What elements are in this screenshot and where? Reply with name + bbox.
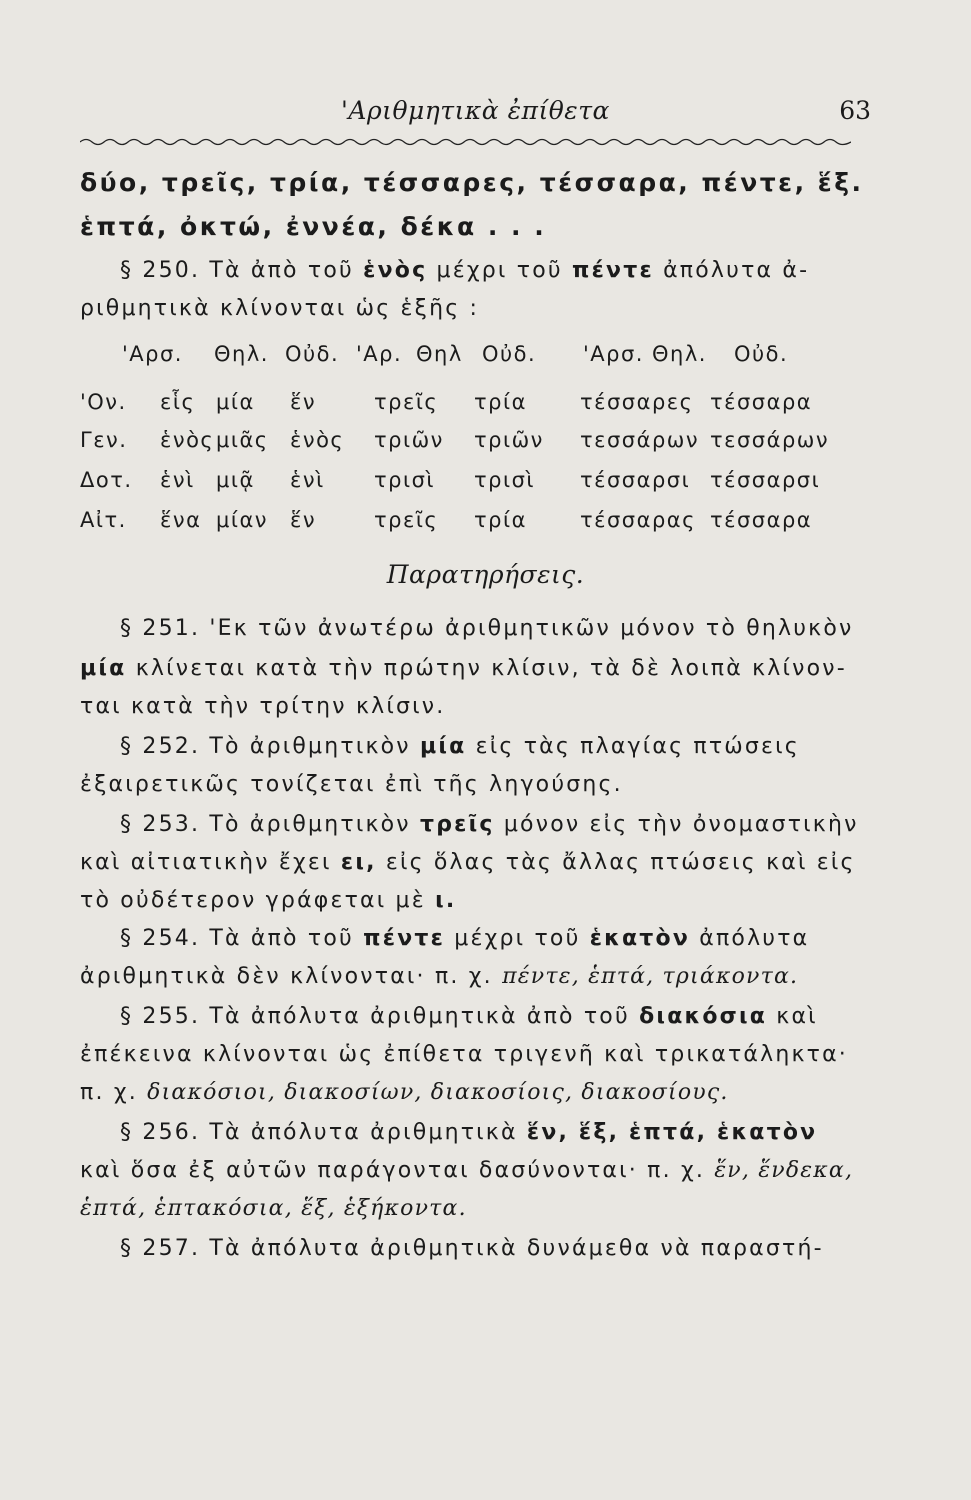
p254-l2-a: ἀριθμητικὰ δὲν κλίνονται· π. χ. <box>80 964 493 989</box>
row-cell: τριῶν <box>374 428 444 452</box>
row-cell: τέσσαρσι <box>710 468 821 492</box>
p253-a: § 253. Τὸ ἀριθμητικὸν <box>120 812 411 837</box>
p253-b: τρεῖς <box>419 812 495 837</box>
p250-line-2: ριθμητικὰ κλίνονται ὡς ἑξῆς : <box>80 296 480 321</box>
header-wavy-rule <box>80 137 851 147</box>
row-cell: τέσσαρες <box>580 390 694 414</box>
p256-line-3: ἑπτά, ἑπτακόσια, ἕξ, ἑξήκοντα. <box>80 1196 467 1221</box>
row-cell: μία <box>216 390 255 414</box>
row-case: Γεν. <box>80 428 128 452</box>
row-cell: τεσσάρων <box>710 428 830 452</box>
th-6: 'Αρσ. <box>583 342 644 366</box>
p255-l3-a: π. χ. <box>80 1080 138 1105</box>
section-subheading: Παρατηρήσεις. <box>386 560 585 589</box>
p255-a: § 255. Τὰ ἀπόλυτα ἀριθμητικὰ ἀπὸ τοῦ <box>120 1004 630 1029</box>
p254-d: ἑκατὸν <box>589 926 691 951</box>
p253-l2-b: ει, <box>340 850 377 875</box>
p256-l2-b: ἕν, ἕνδεκα, <box>714 1158 854 1183</box>
p253-l2-a: καὶ αἰτιατικὴν ἔχει <box>80 850 332 875</box>
row-cell: ἕνα <box>160 508 202 532</box>
row-cell: τρισὶ <box>374 468 435 492</box>
row-cell: τριῶν <box>474 428 544 452</box>
row-cell: μίαν <box>216 508 269 532</box>
p255-b: διακόσια <box>639 1004 768 1029</box>
page-header <box>80 92 871 138</box>
p251-line-1: § 251. 'Εκ τῶν ἀνωτέρω ἀριθμητικῶν μόνον τὸ θηλυκὸν <box>120 616 854 641</box>
p250-b: ἑνὸς <box>363 258 428 283</box>
table-row <box>0 390 971 420</box>
p252-line-2: ἐξαιρετικῶς τονίζεται ἐπὶ τῆς ληγούσης. <box>80 772 623 797</box>
row-cell: ἕν <box>290 508 317 532</box>
th-7: Θηλ. <box>652 342 707 366</box>
row-cell: ἑνὶ <box>290 468 325 492</box>
p251-bold-word: μία <box>80 656 127 681</box>
row-cell: ἑνὶ <box>160 468 195 492</box>
p254-line-2 <box>80 962 850 992</box>
th-4: Θηλ <box>416 342 463 366</box>
p255-line-1 <box>80 1002 890 1032</box>
row-cell: μιᾷ <box>216 468 255 492</box>
row-cell: τεσσάρων <box>580 428 700 452</box>
p252-line-1 <box>80 732 890 762</box>
p255-c: καὶ <box>776 1004 818 1029</box>
p253-line-1 <box>80 810 890 840</box>
p250-e: ἀπόλυτα ἀ- <box>663 258 810 283</box>
p256-a: § 256. Τὰ ἀπόλυτα ἀριθμητικὰ <box>120 1120 518 1145</box>
th-1: Θηλ. <box>214 342 269 366</box>
p255-line-3 <box>80 1078 850 1108</box>
row-cell: τρία <box>474 390 527 414</box>
p250-a: § 250. Τὰ ἀπὸ τοῦ <box>120 258 354 283</box>
p254-e: ἀπόλυτα <box>699 926 810 951</box>
row-cell: τρεῖς <box>374 390 439 414</box>
table-row <box>0 428 971 458</box>
p250-line-1 <box>80 256 890 286</box>
p253-l3-b: ι. <box>435 888 457 913</box>
p251-line-3: ται κατὰ τὴν τρίτην κλίσιν. <box>80 694 446 719</box>
p250-c: μέχρι τοῦ <box>436 258 563 283</box>
row-cell: τέσσαρα <box>710 390 813 414</box>
row-cell: τρεῖς <box>374 508 439 532</box>
row-cell: τέσσαρας <box>580 508 696 532</box>
row-cell: μιᾶς <box>216 428 269 452</box>
p254-a: § 254. Τὰ ἀπὸ τοῦ <box>120 926 354 951</box>
th-0: 'Αρσ. <box>122 342 183 366</box>
p252-c: εἰς τὰς πλαγίας πτώσεις <box>475 734 800 759</box>
row-cell: τέσσαρα <box>710 508 813 532</box>
row-cell: ἑνὸς <box>160 428 215 452</box>
p253-c: μόνον εἰς τὴν ὀνομαστικὴν <box>503 812 859 837</box>
th-5: Οὐδ. <box>482 342 537 366</box>
intro-line-1: δύο, τρεῖς, τρία, τέσσαρες, τέσσαρα, πέντε, ἕξ. <box>80 168 864 197</box>
row-cell: τρισὶ <box>474 468 535 492</box>
intro-line-2: ἑπτά, ὀκτώ, ἐννέα, δέκα . . . <box>80 212 547 241</box>
row-case: Αἰτ. <box>80 508 127 532</box>
p251-line-2 <box>80 654 850 684</box>
p253-l2-c: εἰς ὅλας τὰς ἄλλας πτώσεις καὶ εἰς <box>385 850 856 875</box>
p256-line-1 <box>80 1118 890 1148</box>
p253-l3-a: τὸ οὐδέτερον γράφεται μὲ <box>80 888 426 913</box>
p256-l2-a: καὶ ὅσα ἐξ αὐτῶν παράγονται δασύνονται· π. χ. <box>80 1158 706 1183</box>
row-case: Δοτ. <box>80 468 133 492</box>
p253-line-2 <box>80 848 856 878</box>
p256-line-2 <box>80 1156 854 1186</box>
table-row <box>0 508 971 538</box>
p253-line-3 <box>80 886 850 916</box>
p250-d: πέντε <box>571 258 654 283</box>
p254-b: πέντε <box>363 926 446 951</box>
p254-c: μέχρι τοῦ <box>454 926 581 951</box>
row-cell: εἷς <box>160 390 196 414</box>
p254-line-1 <box>80 924 890 954</box>
row-cell: ἑνὸς <box>290 428 345 452</box>
running-title: 'Αριθμητικὰ ἐπίθετα <box>341 96 610 125</box>
p255-line-2: ἐπέκεινα κλίνονται ὡς ἐπίθετα τριγενῆ καὶ τρικατάληκτα· <box>80 1042 849 1067</box>
p251-l2-rest: κλίνεται κατὰ τὴν πρώτην κλίσιν, τὰ δὲ λοιπὰ κλίνον- <box>135 656 847 681</box>
row-case: 'Ον. <box>80 390 127 414</box>
p255-l3-b: διακόσιοι, διακοσίων, διακοσίοις, διακοσίους. <box>147 1080 729 1105</box>
th-3: 'Αρ. <box>356 342 403 366</box>
th-8: Οὐδ. <box>734 342 789 366</box>
p257-line-1: § 257. Τὰ ἀπόλυτα ἀριθμητικὰ δυνάμεθα νὰ παραστή- <box>120 1236 824 1261</box>
row-cell: τρία <box>474 508 527 532</box>
p252-a: § 252. Τὸ ἀριθμητικὸν <box>120 734 411 759</box>
p256-b: ἕν, ἕξ, ἑπτά, ἑκατὸν <box>526 1120 818 1145</box>
declension-table-header <box>0 342 971 372</box>
p252-b: μία <box>419 734 467 759</box>
table-row <box>0 468 971 498</box>
page-number: 63 <box>839 96 871 125</box>
p254-l2-b: πέντε, ἑπτά, τριάκοντα. <box>502 964 799 989</box>
th-2: Οὐδ. <box>285 342 340 366</box>
row-cell: τέσσαρσι <box>580 468 691 492</box>
row-cell: ἕν <box>290 390 317 414</box>
